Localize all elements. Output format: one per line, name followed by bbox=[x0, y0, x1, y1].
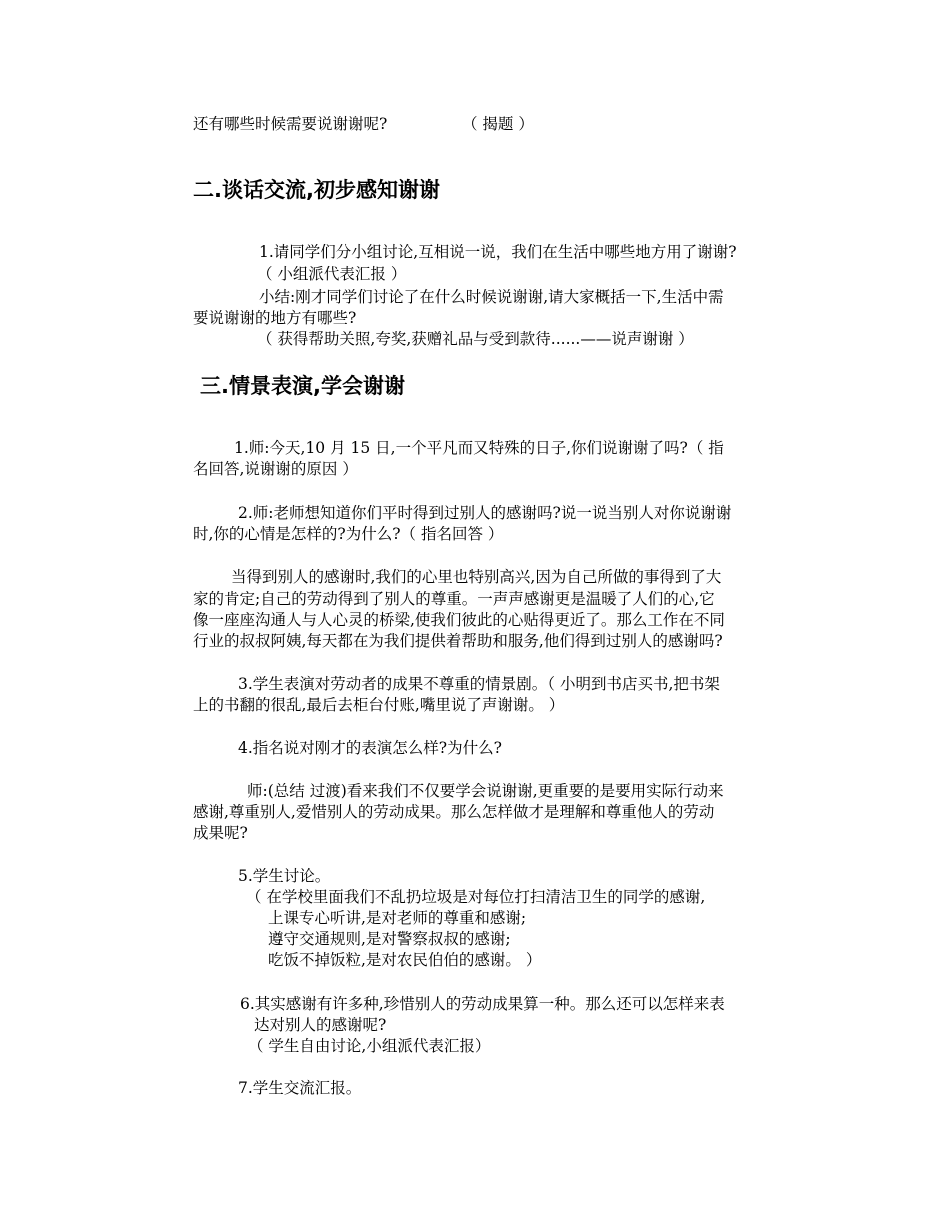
section-3-para-8-line-1: 6.其实感谢有许多种,珍惜别人的劳动成果算一种。那么还可以怎样来表 bbox=[240, 995, 725, 1013]
section-3-para-9-line-1: 7.学生交流汇报。 bbox=[238, 1079, 362, 1097]
section-3-heading: 三.情景表演,学会谢谢 bbox=[200, 374, 405, 398]
section-3-para-4-line-1: 3.学生表演对劳动者的成果不尊重的情景剧。（ 小明到书店买书,把书架 bbox=[238, 675, 720, 693]
section-3-para-6-line-1: 师:(总结 过渡)看来我们不仅要学会说谢谢,更重要的是要用实际行动来 bbox=[247, 782, 724, 800]
section-3-para-2-line-1: 2.师:老师想知道你们平时得到过别人的感谢吗?说一说当别人对你说谢谢 bbox=[238, 504, 732, 522]
section-3-para-6-line-3: 成果呢? bbox=[193, 824, 248, 842]
section-3-para-2-line-2: 时,你的心情是怎样的?为什么?（ 指名回答 ） bbox=[193, 525, 504, 543]
section-3-para-5-line-1: 4.指名说对刚才的表演怎么样?为什么? bbox=[238, 739, 502, 757]
section-2-heading: 二.谈话交流,初步感知谢谢 bbox=[193, 178, 440, 202]
section-3-para-3-line-4: 行业的叔叔阿姨,每天都在为我们提供着帮助和服务,他们得到过别人的感谢吗? bbox=[193, 632, 723, 650]
section-3-para-3-line-1: 当得到别人的感谢时,我们的心里也特别高兴,因为自己所做的事得到了大 bbox=[231, 568, 722, 586]
section-3-para-7-line-1: 5.学生讨论。 bbox=[238, 867, 331, 885]
section-3-para-8-line-2: 达对别人的感谢呢? bbox=[254, 1016, 387, 1034]
section-3-para-7-line-5: 吃饭不掉饭粒,是对农民伯伯的感谢。 ） bbox=[268, 951, 542, 969]
section-3-para-7-line-4: 遵守交通规则,是对警察叔叔的感谢; bbox=[268, 930, 511, 948]
section-3-para-4-line-2: 上的书翻的很乱,最后去柜台付账,嘴里说了声谢谢。 ） bbox=[193, 696, 565, 714]
section-3-para-8-line-3: （ 学生自由讨论,小组派代表汇报） bbox=[248, 1037, 491, 1055]
section-2-item-1-line-2: （ 小组派代表汇报 ） bbox=[257, 265, 407, 283]
section-3-para-3-line-2: 家的肯定;自己的劳动得到了别人的尊重。一声声感谢更是温暖了人们的心,它 bbox=[193, 590, 715, 608]
section-3-para-1-line-1: 1.师:今天,10 月 15 日,一个平凡而又特殊的日子,你们说谢谢了吗?（ 指 bbox=[234, 439, 724, 457]
section-3-para-1-line-2: 名回答,说谢谢的原因 ） bbox=[193, 460, 358, 478]
intro-note: （ 揭题 ） bbox=[462, 115, 534, 133]
intro-question: 还有哪些时候需要说谢谢呢? bbox=[193, 115, 388, 133]
section-2-summary-line-1: 小结:刚才同学们讨论了在什么时候说谢谢,请大家概括一下,生活中需 bbox=[259, 288, 724, 306]
section-3-para-6-line-2: 感谢,尊重别人,爱惜别人的劳动成果。那么怎样做才是理解和尊重他人的劳动 bbox=[193, 803, 715, 821]
section-2-item-1-line-1: 1.请同学们分小组讨论,互相说一说，我们在生活中哪些地方用了谢谢? bbox=[259, 243, 737, 261]
section-3-para-7-line-2: （ 在学校里面我们不乱扔垃圾是对每位打扫清洁卫生的同学的感谢, bbox=[246, 888, 706, 906]
section-3-para-7-line-3: 上课专心听讲,是对老师的尊重和感谢; bbox=[268, 909, 527, 927]
section-2-summary-line-2: 要说谢谢的地方有哪些? bbox=[193, 309, 357, 327]
section-2-summary-line-3: （ 获得帮助关照,夸奖,获赠礼品与受到款待......——说声谢谢 ） bbox=[257, 330, 694, 348]
section-3-para-3-line-3: 像一座座沟通人与人心灵的桥梁,使我们彼此的心贴得更近了。那么工作在不同 bbox=[193, 611, 725, 629]
